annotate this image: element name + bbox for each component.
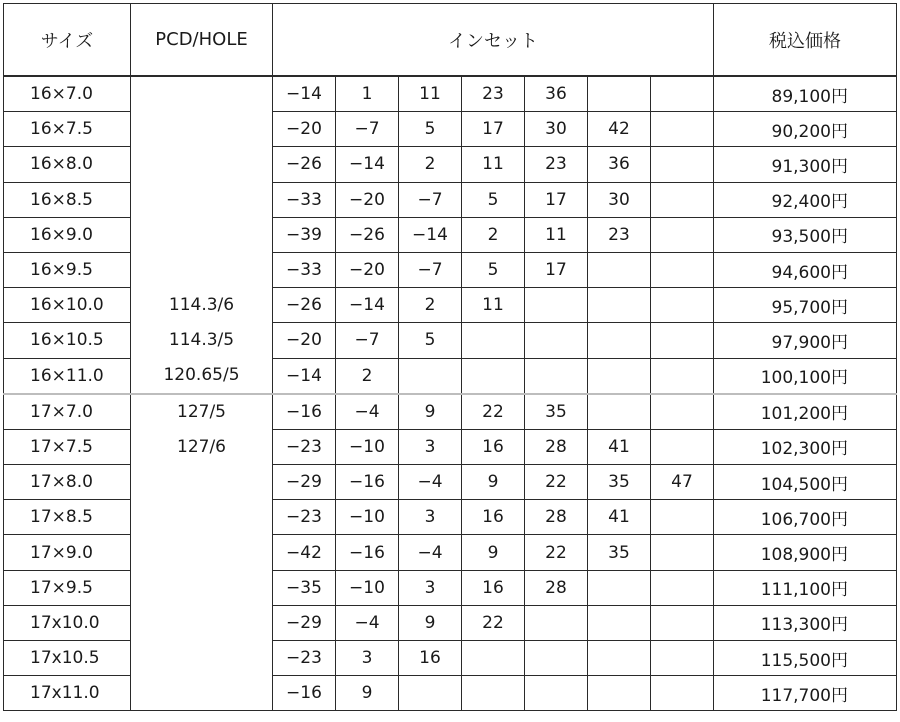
- pcd-cell: [131, 641, 273, 676]
- size-cell: 17×7.5: [4, 429, 131, 464]
- inset-cell: −4: [399, 465, 462, 500]
- inset-cell: −4: [336, 605, 399, 640]
- inset-cell: −23: [273, 429, 336, 464]
- inset-cell: [651, 217, 714, 252]
- table-row: [4, 605, 897, 640]
- inset-cell: 41: [588, 429, 651, 464]
- table-row: [4, 429, 897, 464]
- size-cell: 16×9.0: [4, 217, 131, 252]
- inset-cell: −7: [336, 323, 399, 358]
- inset-cell: 22: [525, 465, 588, 500]
- inset-cell: [651, 570, 714, 605]
- inset-cell: 36: [588, 147, 651, 182]
- inset-cell: −10: [336, 570, 399, 605]
- table-row: [4, 252, 897, 287]
- table-row: [4, 182, 897, 217]
- inset-cell: [525, 605, 588, 640]
- price-cell: 91,300円: [714, 147, 897, 182]
- inset-cell: 5: [399, 112, 462, 147]
- inset-cell: −33: [273, 182, 336, 217]
- size-cell: 17×8.0: [4, 465, 131, 500]
- inset-cell: 2: [399, 147, 462, 182]
- size-cell: 17x10.5: [4, 641, 131, 676]
- inset-cell: [462, 358, 525, 394]
- pcd-cell: [131, 182, 273, 217]
- inset-cell: 2: [462, 217, 525, 252]
- inset-cell: 2: [336, 358, 399, 394]
- inset-cell: 3: [336, 641, 399, 676]
- inset-cell: 28: [525, 429, 588, 464]
- inset-cell: 17: [462, 112, 525, 147]
- inset-cell: −10: [336, 500, 399, 535]
- inset-cell: −14: [336, 147, 399, 182]
- inset-cell: 11: [399, 76, 462, 112]
- table-row: [4, 641, 897, 676]
- inset-cell: −23: [273, 641, 336, 676]
- inset-cell: 5: [462, 252, 525, 287]
- size-cell: 16×8.5: [4, 182, 131, 217]
- inset-cell: 17: [525, 182, 588, 217]
- inset-cell: −4: [399, 535, 462, 570]
- inset-cell: [462, 641, 525, 676]
- inset-cell: −16: [273, 394, 336, 430]
- pcd-cell: [131, 112, 273, 147]
- pcd-cell: [131, 605, 273, 640]
- price-cell: 115,500円: [714, 641, 897, 676]
- inset-cell: 5: [462, 182, 525, 217]
- inset-cell: −14: [273, 358, 336, 394]
- pcd-cell: [131, 535, 273, 570]
- size-cell: 17×8.5: [4, 500, 131, 535]
- pcd-cell: [131, 500, 273, 535]
- size-cell: 16×7.5: [4, 112, 131, 147]
- header-price: 税込価格: [714, 4, 897, 77]
- inset-cell: [588, 641, 651, 676]
- size-cell: 16×10.0: [4, 288, 131, 323]
- inset-cell: 11: [462, 147, 525, 182]
- inset-cell: −14: [399, 217, 462, 252]
- pcd-cell: [131, 76, 273, 112]
- inset-cell: −20: [336, 252, 399, 287]
- inset-cell: 41: [588, 500, 651, 535]
- inset-cell: 1: [336, 76, 399, 112]
- header-pcd: PCD/HOLE: [131, 4, 273, 77]
- inset-cell: −10: [336, 429, 399, 464]
- inset-cell: [651, 323, 714, 358]
- table-row: [4, 76, 897, 112]
- table-row: [4, 465, 897, 500]
- size-cell: 16×7.0: [4, 76, 131, 112]
- inset-cell: 17: [525, 252, 588, 287]
- inset-cell: [525, 358, 588, 394]
- size-cell: 17×9.0: [4, 535, 131, 570]
- inset-cell: 22: [462, 605, 525, 640]
- inset-cell: −16: [336, 535, 399, 570]
- table-row: [4, 535, 897, 570]
- inset-cell: −42: [273, 535, 336, 570]
- pcd-cell: [131, 570, 273, 605]
- inset-cell: [588, 288, 651, 323]
- price-cell: 94,600円: [714, 252, 897, 287]
- inset-cell: 9: [399, 605, 462, 640]
- table-body: [4, 76, 897, 711]
- inset-cell: 36: [525, 76, 588, 112]
- pcd-cell: [131, 252, 273, 287]
- inset-cell: [588, 323, 651, 358]
- table-row: [4, 676, 897, 711]
- inset-cell: [462, 323, 525, 358]
- inset-cell: [651, 676, 714, 711]
- inset-cell: [651, 394, 714, 430]
- inset-cell: [651, 252, 714, 287]
- size-cell: 17×7.0: [4, 394, 131, 430]
- inset-cell: [525, 323, 588, 358]
- inset-cell: −20: [336, 182, 399, 217]
- inset-cell: [399, 676, 462, 711]
- price-cell: 111,100円: [714, 570, 897, 605]
- inset-cell: 23: [462, 76, 525, 112]
- inset-cell: −26: [273, 288, 336, 323]
- inset-cell: 16: [399, 641, 462, 676]
- inset-cell: 35: [525, 394, 588, 430]
- inset-cell: 28: [525, 570, 588, 605]
- price-cell: 101,200円: [714, 394, 897, 430]
- inset-cell: 23: [588, 217, 651, 252]
- price-cell: 106,700円: [714, 500, 897, 535]
- price-cell: 104,500円: [714, 465, 897, 500]
- inset-cell: 23: [525, 147, 588, 182]
- inset-cell: [651, 429, 714, 464]
- inset-cell: −20: [273, 323, 336, 358]
- price-table-wrapper: [3, 3, 896, 718]
- inset-cell: 9: [399, 394, 462, 430]
- inset-cell: −39: [273, 217, 336, 252]
- price-cell: 89,100円: [714, 76, 897, 112]
- inset-cell: −23: [273, 500, 336, 535]
- inset-cell: 28: [525, 500, 588, 535]
- inset-cell: 2: [399, 288, 462, 323]
- inset-cell: −33: [273, 252, 336, 287]
- inset-cell: −29: [273, 465, 336, 500]
- inset-cell: −26: [273, 147, 336, 182]
- price-cell: 113,300円: [714, 605, 897, 640]
- inset-cell: [462, 676, 525, 711]
- inset-cell: −35: [273, 570, 336, 605]
- inset-cell: [588, 358, 651, 394]
- inset-cell: 3: [399, 429, 462, 464]
- table-row: [4, 323, 897, 358]
- inset-cell: 3: [399, 570, 462, 605]
- inset-cell: [651, 288, 714, 323]
- price-cell: 97,900円: [714, 323, 897, 358]
- header-size: サイズ: [4, 4, 131, 77]
- inset-cell: [588, 252, 651, 287]
- inset-cell: −14: [336, 288, 399, 323]
- size-cell: 16×10.5: [4, 323, 131, 358]
- inset-cell: −7: [399, 182, 462, 217]
- pcd-cell: [131, 465, 273, 500]
- inset-cell: 11: [525, 217, 588, 252]
- inset-cell: 11: [462, 288, 525, 323]
- inset-cell: [651, 112, 714, 147]
- table-row: [4, 288, 897, 323]
- inset-cell: [651, 535, 714, 570]
- inset-cell: 22: [525, 535, 588, 570]
- inset-cell: [588, 570, 651, 605]
- inset-cell: [588, 605, 651, 640]
- price-cell: 95,700円: [714, 288, 897, 323]
- pcd-cell: [131, 147, 273, 182]
- inset-cell: −26: [336, 217, 399, 252]
- table-row: [4, 147, 897, 182]
- inset-cell: −29: [273, 605, 336, 640]
- inset-cell: [651, 358, 714, 394]
- inset-cell: 3: [399, 500, 462, 535]
- inset-cell: [588, 76, 651, 112]
- header-inset: インセット: [273, 4, 714, 77]
- table-row: [4, 217, 897, 252]
- table-row: [4, 500, 897, 535]
- size-cell: 16×9.5: [4, 252, 131, 287]
- inset-cell: [525, 676, 588, 711]
- pcd-cell: 127/5: [131, 394, 273, 430]
- size-cell: 16×11.0: [4, 358, 131, 394]
- pcd-cell: [131, 217, 273, 252]
- inset-cell: −4: [336, 394, 399, 430]
- size-cell: 17x10.0: [4, 605, 131, 640]
- inset-cell: [399, 358, 462, 394]
- inset-cell: 16: [462, 570, 525, 605]
- pcd-cell: 127/6: [131, 429, 273, 464]
- size-cell: 17×9.5: [4, 570, 131, 605]
- inset-cell: 42: [588, 112, 651, 147]
- inset-cell: 30: [588, 182, 651, 217]
- inset-cell: [588, 676, 651, 711]
- table-row: [4, 394, 897, 430]
- inset-cell: [651, 500, 714, 535]
- price-cell: 100,100円: [714, 358, 897, 394]
- inset-cell: [651, 147, 714, 182]
- pcd-cell: 114.3/5: [131, 323, 273, 358]
- pcd-cell: [131, 676, 273, 711]
- price-cell: 108,900円: [714, 535, 897, 570]
- inset-cell: −20: [273, 112, 336, 147]
- inset-cell: [525, 288, 588, 323]
- inset-cell: 9: [462, 465, 525, 500]
- inset-cell: 5: [399, 323, 462, 358]
- inset-cell: −7: [336, 112, 399, 147]
- price-cell: 102,300円: [714, 429, 897, 464]
- size-cell: 17x11.0: [4, 676, 131, 711]
- pcd-cell: 120.65/5: [131, 358, 273, 394]
- table-row: [4, 112, 897, 147]
- inset-cell: 16: [462, 429, 525, 464]
- price-cell: 90,200円: [714, 112, 897, 147]
- inset-cell: 47: [651, 465, 714, 500]
- inset-cell: 22: [462, 394, 525, 430]
- inset-cell: [651, 76, 714, 112]
- header-row: [4, 4, 897, 77]
- price-cell: 117,700円: [714, 676, 897, 711]
- inset-cell: −7: [399, 252, 462, 287]
- inset-cell: [525, 641, 588, 676]
- inset-cell: [651, 641, 714, 676]
- inset-cell: 16: [462, 500, 525, 535]
- inset-cell: 30: [525, 112, 588, 147]
- table-row: [4, 570, 897, 605]
- size-cell: 16×8.0: [4, 147, 131, 182]
- inset-cell: [651, 605, 714, 640]
- inset-cell: [651, 182, 714, 217]
- inset-cell: −16: [336, 465, 399, 500]
- table-row: [4, 358, 897, 394]
- inset-cell: [588, 394, 651, 430]
- inset-cell: 9: [336, 676, 399, 711]
- inset-cell: 35: [588, 465, 651, 500]
- inset-cell: −16: [273, 676, 336, 711]
- price-cell: 92,400円: [714, 182, 897, 217]
- price-cell: 93,500円: [714, 217, 897, 252]
- pcd-cell: 114.3/6: [131, 288, 273, 323]
- inset-cell: −14: [273, 76, 336, 112]
- wheel-price-table: [3, 3, 897, 711]
- inset-cell: 35: [588, 535, 651, 570]
- inset-cell: 9: [462, 535, 525, 570]
